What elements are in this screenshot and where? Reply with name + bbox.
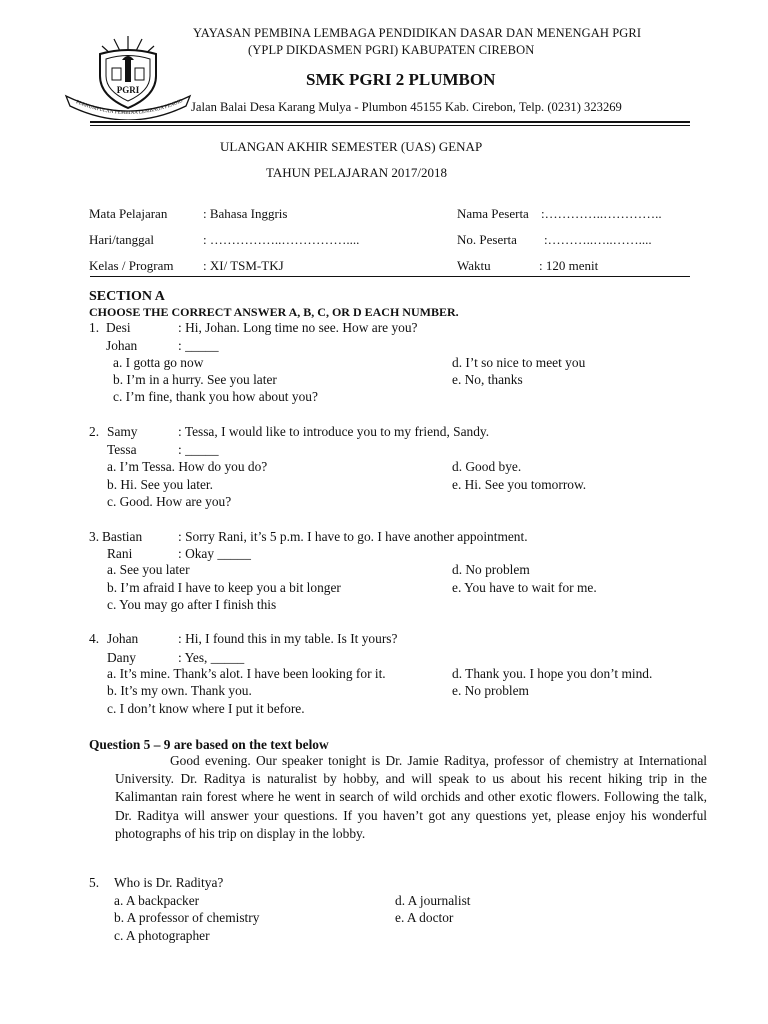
reading-passage xyxy=(115,752,707,843)
logo-pgri-text: PGRI xyxy=(116,85,140,95)
q5-option-e[interactable]: e. A doctor xyxy=(395,910,454,925)
q4-option-b[interactable]: b. It’s my own. Thank you. xyxy=(107,683,252,698)
header-rule-thick xyxy=(90,121,690,123)
q3-option-d[interactable]: d. No problem xyxy=(452,562,530,577)
q2-option-c[interactable]: c. Good. How are you? xyxy=(107,494,232,509)
q2-option-a[interactable]: a. I’m Tessa. How do you do? xyxy=(107,459,268,474)
q3-option-e[interactable]: e. You have to wait for me. xyxy=(452,580,597,595)
exam-year: TAHUN PELAJARAN 2017/2018 xyxy=(266,165,447,180)
foundation-line-1: YAYASAN PEMBINA LEMBAGA PENDIDIKAN DASAR DAN MENENGAH PGRI xyxy=(193,26,642,40)
number-value: :………..…..…….... xyxy=(544,232,652,247)
q4-line-2: : Yes, _____ xyxy=(178,650,245,665)
q1-option-e[interactable]: e. No, thanks xyxy=(452,372,523,387)
q4-option-e[interactable]: e. No problem xyxy=(452,683,529,698)
pgri-logo xyxy=(62,30,194,120)
passage-heading: Question 5 – 9 are based on the text below xyxy=(89,737,329,752)
q1-option-b[interactable]: b. I’m in a hurry. See you later xyxy=(113,372,277,387)
q2-option-e[interactable]: e. Hi. See you tomorrow. xyxy=(452,477,587,492)
q3-number: 3. xyxy=(89,529,100,544)
q2-number: 2. xyxy=(89,424,100,439)
q1-option-d[interactable]: d. I’t so nice to meet you xyxy=(452,355,586,370)
q4-speaker-1: Johan xyxy=(107,631,139,646)
q2-speaker-1: Samy xyxy=(107,424,138,439)
q3-option-c[interactable]: c. You may go after I finish this xyxy=(107,597,277,612)
q1-speaker-1: Desi xyxy=(106,320,131,335)
q5-option-a[interactable]: a. A backpacker xyxy=(114,893,200,908)
q4-option-a[interactable]: a. It’s mine. Thank’s alot. I have been looking for it. xyxy=(107,666,386,681)
q2-line-1: : Tessa, I would like to introduce you to my friend, Sandy. xyxy=(178,424,490,439)
q3-option-b[interactable]: b. I’m afraid I have to keep you a bit longer xyxy=(107,580,341,595)
q1-option-a[interactable]: a. I gotta go now xyxy=(113,355,204,370)
q5-option-d[interactable]: d. A journalist xyxy=(395,893,471,908)
school-name: SMK PGRI 2 PLUMBON xyxy=(306,70,496,89)
q5-option-b[interactable]: b. A professor of chemistry xyxy=(114,910,260,925)
q1-option-c[interactable]: c. I’m fine, thank you how about you? xyxy=(113,389,318,404)
q4-option-d[interactable]: d. Thank you. I hope you don’t mind. xyxy=(452,666,653,681)
q4-option-c[interactable]: c. I don’t know where I put it before. xyxy=(107,701,305,716)
q3-line-2: : Okay _____ xyxy=(178,546,251,561)
q3-option-a[interactable]: a. See you later xyxy=(107,562,190,577)
info-rule xyxy=(90,276,690,277)
class-value: : XI/ TSM-TKJ xyxy=(203,258,284,273)
time-label: Waktu xyxy=(457,258,491,273)
subject-value: : Bahasa Inggris xyxy=(203,206,288,221)
date-value: : ……………..…………….... xyxy=(203,232,360,247)
section-heading: SECTION A xyxy=(89,289,165,304)
foundation-line-2: (YPLP DIKDASMEN PGRI) KABUPATEN CIREBON xyxy=(248,43,535,57)
q1-speaker-2: Johan xyxy=(106,338,138,353)
q2-speaker-2: Tessa xyxy=(107,442,137,457)
number-label: No. Peserta xyxy=(457,232,517,247)
q3-speaker-2: Rani xyxy=(107,546,133,561)
q2-option-d[interactable]: d. Good bye. xyxy=(452,459,522,474)
q5-number: 5. xyxy=(89,875,100,890)
header-rule-thin xyxy=(90,125,690,126)
q2-line-2: : _____ xyxy=(178,442,219,457)
q4-number: 4. xyxy=(89,631,100,646)
q3-line-1: : Sorry Rani, it’s 5 p.m. I have to go. I have another appointment. xyxy=(178,529,528,544)
q3-speaker-1: Bastian xyxy=(102,529,143,544)
q1-line-1: : Hi, Johan. Long time no see. How are you? xyxy=(178,320,418,335)
q1-line-2: : _____ xyxy=(178,338,219,353)
date-label: Hari/tanggal xyxy=(89,232,154,247)
name-value: :…………..………….. xyxy=(541,206,662,221)
logo-ribbon-text: PERKUMPULAN PEMBINA LEMBAGA PENDID xyxy=(75,97,184,117)
class-label: Kelas / Program xyxy=(89,258,174,273)
q4-line-1: : Hi, I found this in my table. Is It yours? xyxy=(178,631,398,646)
exam-title: ULANGAN AKHIR SEMESTER (UAS) GENAP xyxy=(220,139,483,154)
q4-speaker-2: Dany xyxy=(107,650,137,665)
subject-label: Mata Pelajaran xyxy=(89,206,168,221)
q1-number: 1. xyxy=(89,320,100,335)
school-address: Jalan Balai Desa Karang Mulya - Plumbon 45155 Kab. Cirebon, Telp. (0231) 323269 xyxy=(191,100,622,114)
q5-question: Who is Dr. Raditya? xyxy=(114,875,224,890)
section-instruction: CHOOSE THE CORRECT ANSWER A, B, C, OR D EACH NUMBER. xyxy=(89,305,459,319)
passage-text: Good evening. Our speaker tonight is Dr. Jamie Raditya, professor of chemistry at International University. Dr. Raditya is naturalist by hobby, and will speak to us about his recent hiking trip in the Kalimantan rain forest where he went in search of wild orchids and other exotic flowers. Following the talk, Dr. Raditya will answer your questions. If you haven’t got any questions yet, please enjoy his wonderful photographs of his trip on display in the lobby. xyxy=(115,753,707,841)
name-label: Nama Peserta xyxy=(457,206,529,221)
time-value: : 120 menit xyxy=(539,258,599,273)
q5-option-c[interactable]: c. A photographer xyxy=(114,928,210,943)
q2-option-b[interactable]: b. Hi. See you later. xyxy=(107,477,213,492)
